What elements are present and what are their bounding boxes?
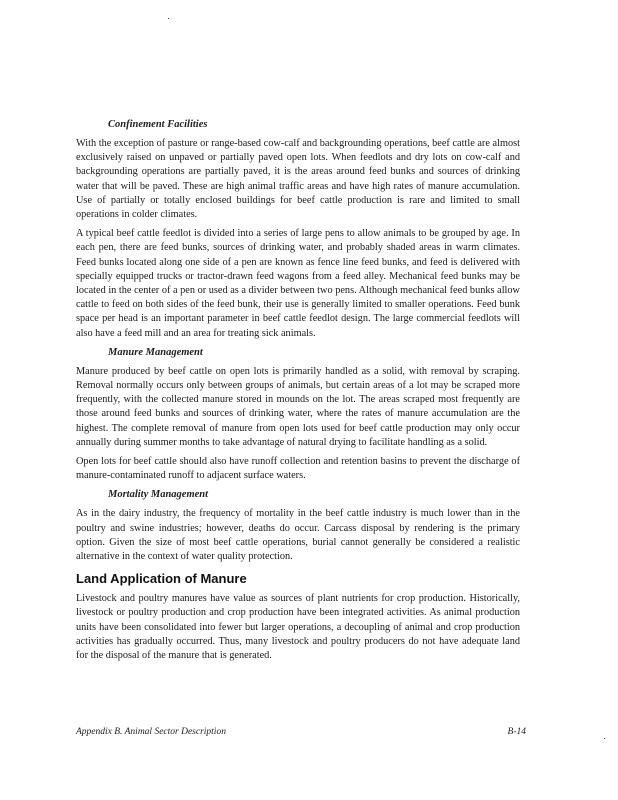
body-paragraph: With the exception of pasture or range-based cow-calf and backgrounding operations, beef cattle are almost exclusively raised on unpaved or partially paved open lots. When feedlots and dry lots on cow-calf and backgrounding operations are partially paved, it is the areas around feed bunks and sources of drinking water that will be paved. These are high animal traffic areas and have high rates of manure accumulation. Use of partially or totally enclosed buildings for beef cattle production is rare and limited to small operations in colder climates. <box>76 138 520 221</box>
body-paragraph: Livestock and poultry manures have value as sources of plant nutrients for crop production. Historically, livestock or poultry production and crop production have been integrated activities. As animal production units have been consolidated into fewer but larger operations, a decoupling of animal and crop production activities has gradually occurred. Thus, many livestock and poultry producers do not have adequate land for the disposal of the manure that is generated. <box>76 593 520 662</box>
page-number: B-14 <box>507 727 526 737</box>
land-application-heading: Land Application of Manure <box>76 571 247 587</box>
body-paragraph: Open lots for beef cattle should also have runoff collection and retention basins to prevent the discharge of manure-contaminated runoff to adjacent surface waters. <box>76 456 520 482</box>
body-paragraph: A typical beef cattle feedlot is divided into a series of large pens to allow animals to be grouped by age. In each pen, there are feed bunks, sources of drinking water, and probably shaded areas in warm climates. Feed bunks located along one side of a pen are known as fence line feed bunks, and feed is delivered with specially equipped trucks or tractor-drawn feed wagons from a feed alley. Mechanical feed bunks may be located in the center of a pen or used as a divider between two pens. Although mechanical feed bunks allow cattle to feed on both sides of the feed bunk, their use is generally limited to smaller operations. Feed bunk space per head is an important parameter in beef cattle feedlot design. The large commercial feedlots will also have a feed mill and an area for treating sick animals. <box>76 228 520 339</box>
mortality-management-heading: Mortality Management <box>108 489 209 501</box>
page-content <box>76 118 520 668</box>
confinement-facilities-heading: Confinement Facilities <box>108 119 208 130</box>
scan-speck <box>604 738 605 739</box>
body-paragraph: As in the dairy industry, the frequency of mortality in the beef cattle industry is much lower than in the poultry and swine industries; however, deaths do occur. Carcass disposal by rendering is the primary option. Given the size of most beef cattle operations, burial cannot generally be considered a realistic alternative in the context of water quality protection. <box>76 508 520 563</box>
body-paragraph: Manure produced by beef cattle on open lots is primarily handled as a solid, with removal by scraping. Removal normally occurs only between groups of animals, but certain areas of a lot may be scraped more frequently, with the collected manure stored in mounds on the lot. The areas scraped most frequently are those around feed bunks and sources of drinking water, where the rates of manure accumulation are the highest. The complete removal of manure from open lots used for beef cattle production may only occur annually during summer months to take advantage of natural drying to facilitate handling as a solid. <box>76 365 520 448</box>
scan-speck <box>168 18 169 19</box>
manure-management-heading: Manure Management <box>108 346 203 358</box>
footer-title: Appendix B. Animal Sector Description <box>76 727 226 737</box>
